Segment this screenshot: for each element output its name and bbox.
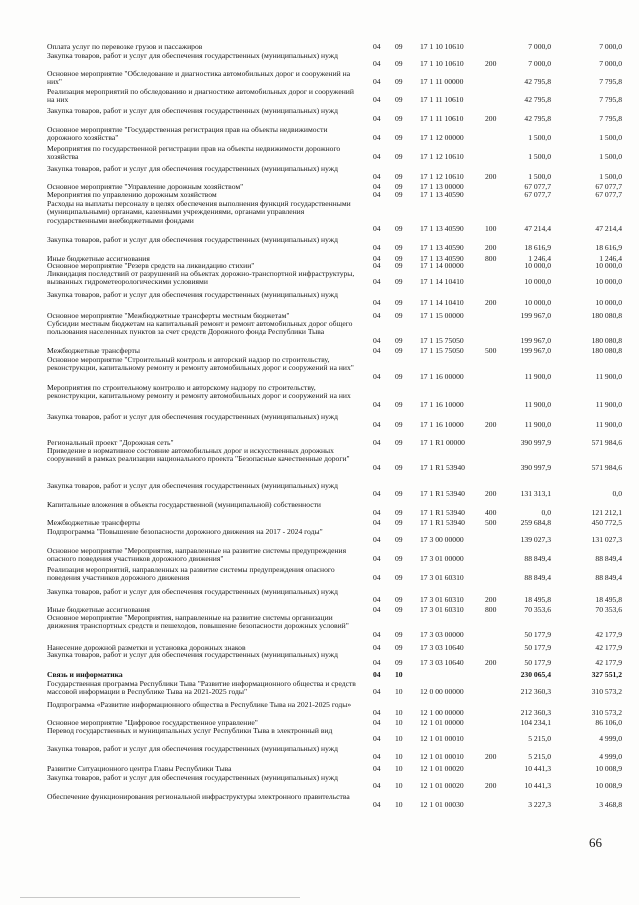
row-section: 04 xyxy=(373,371,381,381)
row-section: 04 xyxy=(373,243,381,253)
row-subsection: 09 xyxy=(395,95,403,105)
row-name: Закупка товаров, работ и услуг для обеспечения государственных (муниципальных) нужд xyxy=(47,650,338,659)
row-subsection: 09 xyxy=(395,573,403,583)
row-sum-year2: 180 080,8 xyxy=(591,346,622,355)
row-sum-year1: 42 795,8 xyxy=(524,114,551,124)
row-section: 04 xyxy=(373,399,381,409)
row-sum-year1: 50 177,9 xyxy=(524,658,551,668)
row-sum-year2: 10 000,0 xyxy=(595,298,622,308)
row-sum-year2: 11 900,0 xyxy=(595,399,622,409)
row-subsection: 09 xyxy=(395,508,403,518)
row-sum-year2: 10 008,9 xyxy=(595,781,622,791)
row-section: 04 xyxy=(373,800,381,810)
row-name: Капитальные вложения в объекты государственной (муниципальной) собственности xyxy=(47,500,321,509)
divider xyxy=(20,897,300,898)
row-sum-year2: 42 177,9 xyxy=(595,643,622,652)
row-sum-year1: 199 967,0 xyxy=(520,346,551,355)
row-name: Реализация мероприятий по обследованию и диагностике автомобильных дорог и сооружений на них xyxy=(47,87,354,105)
row-section: 04 xyxy=(373,438,381,447)
row-target-article: 17 1 16 10000 xyxy=(420,399,464,409)
row-sum-year2: 4 999,0 xyxy=(599,734,622,744)
row-sum-year1: 390 997,9 xyxy=(520,462,551,472)
row-subsection: 10 xyxy=(395,687,403,697)
row-sum-year1: 7 000,0 xyxy=(528,42,551,51)
row-subsection: 09 xyxy=(395,346,403,355)
row-sum-year2: 18 495,8 xyxy=(595,595,622,605)
row-name: Закупка товаров, работ и услуг для обеспечения государственных (муниципальных) нужд xyxy=(47,51,338,60)
row-sum-year1: 18 616,9 xyxy=(524,243,551,253)
row-sum-year2: 7 795,8 xyxy=(599,114,622,124)
row-section: 04 xyxy=(373,718,381,727)
row-sum-year2: 310 573,2 xyxy=(591,708,622,718)
row-sum-year1: 139 027,3 xyxy=(520,535,551,545)
row-subsection: 09 xyxy=(395,399,403,409)
row-name: Основное мероприятие "Обследование и диагностика автомобильных дорог и сооружений на них" xyxy=(47,69,351,87)
row-section: 04 xyxy=(373,224,381,234)
row-subsection: 09 xyxy=(395,462,403,472)
row-section: 04 xyxy=(373,182,381,191)
row-subsection: 09 xyxy=(395,371,403,381)
row-sum-year2: 47 214,4 xyxy=(595,224,622,234)
row-subsection: 09 xyxy=(395,172,403,182)
row-subsection: 09 xyxy=(395,595,403,605)
row-expense-type: 200 xyxy=(485,243,497,253)
row-sum-year2: 7 795,8 xyxy=(599,77,622,87)
row-name: Основное мероприятие "Мероприятия, направленные на развитие системы предупреждения опасного поведения участников дорожного движения" xyxy=(47,546,347,564)
row-name: Развитие Ситуационного центра Главы Республики Тыва xyxy=(47,764,232,773)
row-name: Закупка товаров, работ и услуг для обеспечения государственных (муниципальных) нужд xyxy=(47,744,338,753)
row-target-article: 17 3 01 00000 xyxy=(420,554,464,564)
row-subsection: 10 xyxy=(395,800,403,810)
row-sum-year1: 18 495,8 xyxy=(524,595,551,605)
row-sum-year2: 88 849,4 xyxy=(595,554,622,564)
row-sum-year1: 42 795,8 xyxy=(524,77,551,87)
row-target-article: 17 3 01 60310 xyxy=(420,573,464,583)
row-name: Основное мероприятие "Управление дорожным хозяйством" xyxy=(47,182,244,191)
row-sum-year1: 50 177,9 xyxy=(524,629,551,639)
row-section: 04 xyxy=(373,489,381,499)
row-target-article: 17 1 10 10610 xyxy=(420,42,464,51)
row-subsection: 09 xyxy=(395,420,403,430)
row-sum-year1: 88 849,4 xyxy=(524,554,551,564)
row-target-article: 12 0 00 00000 xyxy=(420,687,464,697)
row-name: Закупка товаров, работ и услуг для обеспечения государственных (муниципальных) нужд xyxy=(47,481,338,490)
row-target-article: 17 1 16 10000 xyxy=(420,420,464,430)
row-name: Мероприятия по управлению дорожным хозяйством xyxy=(47,190,217,199)
row-sum-year1: 390 997,9 xyxy=(520,438,551,447)
row-sum-year2: 450 772,5 xyxy=(591,518,622,527)
row-sum-year1: 67 077,7 xyxy=(524,190,551,199)
row-sum-year2: 180 080,8 xyxy=(591,311,622,320)
row-name: Межбюджетные трансферты xyxy=(47,346,140,355)
row-expense-type: 200 xyxy=(485,59,497,69)
row-subsection: 09 xyxy=(395,658,403,668)
row-expense-type: 200 xyxy=(485,298,497,308)
row-sum-year1: 42 795,8 xyxy=(524,95,551,105)
row-section: 04 xyxy=(373,752,381,762)
row-name: Основное мероприятие "Цифровое государственное управление" xyxy=(47,718,258,727)
row-target-article: 17 1 R1 53940 xyxy=(420,518,465,527)
row-sum-year1: 259 684,8 xyxy=(520,518,551,527)
row-section: 04 xyxy=(373,311,381,320)
row-sum-year1: 88 849,4 xyxy=(524,573,551,583)
row-sum-year2: 10 000,0 xyxy=(595,277,622,287)
row-name: Закупка товаров, работ и услуг для обеспечения государственных (муниципальных) нужд xyxy=(47,773,338,782)
row-name: Связь и информатика xyxy=(47,670,123,679)
row-name: Основное мероприятие "Государственная регистрация прав на объекты недвижимости дорожного хозяйства" xyxy=(47,125,328,143)
row-target-article: 17 1 R1 53940 xyxy=(420,489,465,499)
row-sum-year1: 5 215,0 xyxy=(528,734,551,744)
row-section: 04 xyxy=(373,643,381,652)
row-section: 04 xyxy=(373,781,381,791)
row-target-article: 17 1 14 10410 xyxy=(420,298,464,308)
row-sum-year2: 7 000,0 xyxy=(599,42,622,51)
row-sum-year2: 3 468,8 xyxy=(599,800,622,810)
row-sum-year1: 10 441,3 xyxy=(524,764,551,773)
row-subsection: 09 xyxy=(395,489,403,499)
row-subsection: 09 xyxy=(395,298,403,308)
row-subsection: 09 xyxy=(395,243,403,253)
row-section: 04 xyxy=(373,462,381,472)
row-subsection: 10 xyxy=(395,781,403,791)
row-sum-year1: 0,0 xyxy=(541,508,551,518)
row-sum-year1: 1 500,0 xyxy=(528,152,551,162)
row-subsection: 09 xyxy=(395,77,403,87)
row-target-article: 17 1 11 10610 xyxy=(420,114,464,124)
row-sum-year1: 104 234,1 xyxy=(520,718,551,727)
row-target-article: 17 3 03 10640 xyxy=(420,643,464,652)
row-sum-year1: 47 214,4 xyxy=(524,224,551,234)
row-section: 04 xyxy=(373,190,381,199)
row-expense-type: 200 xyxy=(485,595,497,605)
row-subsection: 09 xyxy=(395,311,403,320)
row-target-article: 17 1 14 00000 xyxy=(420,261,464,270)
row-sum-year1: 1 246,4 xyxy=(528,254,551,263)
row-expense-type: 100 xyxy=(485,224,497,234)
row-name: Основное мероприятие "Резерв средств на ликвидацию стихии" xyxy=(47,261,255,270)
row-sum-year1: 67 077,7 xyxy=(524,182,551,191)
row-name: Иные бюджетные ассигнования xyxy=(47,605,150,614)
row-subsection: 09 xyxy=(395,59,403,69)
row-name: Закупка товаров, работ и услуг для обеспечения государственных (муниципальных) нужд xyxy=(47,106,338,115)
row-expense-type: 200 xyxy=(485,781,497,791)
row-name: Закупка товаров, работ и услуг для обеспечения государственных (муниципальных) нужд xyxy=(47,587,338,596)
row-target-article: 17 1 15 00000 xyxy=(420,311,464,320)
row-sum-year2: 1 246,4 xyxy=(599,254,622,263)
row-sum-year2: 42 177,9 xyxy=(595,658,622,668)
row-sum-year2: 86 106,0 xyxy=(595,718,622,727)
row-section: 04 xyxy=(373,670,381,679)
row-name: Обеспечение функционирования региональной инфраструктуры электронного правительства xyxy=(47,792,350,801)
row-section: 04 xyxy=(373,535,381,545)
row-name: Иные бюджетные ассигнования xyxy=(47,254,150,263)
row-target-article: 17 1 13 40590 xyxy=(420,254,464,263)
row-target-article: 17 1 13 40590 xyxy=(420,224,464,234)
row-subsection: 09 xyxy=(395,438,403,447)
row-section: 04 xyxy=(373,708,381,718)
row-subsection: 09 xyxy=(395,518,403,527)
row-target-article: 17 1 15 75050 xyxy=(420,346,464,355)
row-target-article: 17 1 14 10410 xyxy=(420,277,464,287)
row-subsection: 09 xyxy=(395,152,403,162)
row-name: Оплата услуг по перевозке грузов и пассажиров xyxy=(47,42,203,51)
row-section: 04 xyxy=(373,554,381,564)
row-section: 04 xyxy=(373,595,381,605)
row-sum-year2: 310 573,2 xyxy=(591,687,622,697)
row-target-article: 17 1 16 00000 xyxy=(420,371,464,381)
row-section: 04 xyxy=(373,77,381,87)
row-sum-year2: 7 795,8 xyxy=(599,95,622,105)
row-name: Межбюджетные трансферты xyxy=(47,518,140,527)
row-sum-year2: 1 500,0 xyxy=(599,133,622,143)
row-sum-year2: 10 000,0 xyxy=(595,261,622,270)
row-name: Государственная программа Республики Тыва "Развитие информационного общества и средств массовой информации в Республике Тыва на 2021-2025 годы" xyxy=(47,679,356,697)
row-sum-year2: 10 008,9 xyxy=(595,764,622,773)
row-sum-year1: 230 065,4 xyxy=(520,670,551,679)
row-sum-year1: 11 900,0 xyxy=(524,371,551,381)
row-sum-year1: 199 967,0 xyxy=(520,335,551,345)
row-section: 04 xyxy=(373,277,381,287)
row-section: 04 xyxy=(373,133,381,143)
row-name: Мероприятия по строительному контролю и авторскому надзору по строительству, реконструкции, капитальному ремонту и ремонту автомобильных дорог и сооружений на них xyxy=(47,383,351,401)
row-sum-year2: 1 500,0 xyxy=(599,152,622,162)
row-sum-year2: 67 077,7 xyxy=(595,182,622,191)
row-target-article: 17 3 01 60310 xyxy=(420,605,464,614)
row-subsection: 09 xyxy=(395,335,403,345)
row-sum-year1: 212 360,3 xyxy=(520,708,551,718)
row-section: 04 xyxy=(373,298,381,308)
row-target-article: 12 1 00 00000 xyxy=(420,708,464,718)
row-sum-year2: 121 212,1 xyxy=(591,508,622,518)
row-section: 04 xyxy=(373,605,381,614)
row-target-article: 17 1 15 75050 xyxy=(420,335,464,345)
row-name: Основное мероприятие "Межбюджетные трансферты местным бюджетам" xyxy=(47,311,290,320)
row-name: Приведение в нормативное состояние автомобильных дорог и искусственных дорожных сооружений в рамках реализации национального проекта "Безопасные качественные дороги" xyxy=(47,446,350,464)
row-expense-type: 200 xyxy=(485,489,497,499)
row-sum-year2: 67 077,7 xyxy=(595,190,622,199)
row-expense-type: 800 xyxy=(485,254,497,263)
row-name: Закупка товаров, работ и услуг для обеспечения государственных (муниципальных) нужд xyxy=(47,235,338,244)
row-sum-year2: 1 500,0 xyxy=(599,172,622,182)
row-name: Расходы на выплаты персоналу в целях обеспечения выполнения функций государственными (муниципальными) органами, казенными учреждениями, органами управления государственными внебюджетными фондами xyxy=(47,199,351,225)
row-sum-year1: 131 313,1 xyxy=(520,489,551,499)
row-sum-year1: 10 000,0 xyxy=(524,261,551,270)
row-sum-year1: 1 500,0 xyxy=(528,133,551,143)
row-subsection: 09 xyxy=(395,535,403,545)
row-subsection: 10 xyxy=(395,708,403,718)
row-section: 04 xyxy=(373,59,381,69)
row-subsection: 09 xyxy=(395,277,403,287)
row-sum-year1: 3 227,3 xyxy=(528,800,551,810)
row-sum-year2: 11 900,0 xyxy=(595,420,622,430)
row-sum-year1: 10 441,3 xyxy=(524,781,551,791)
row-name: Мероприятия по государственной регистрации прав на объекты недвижимости дорожного хозяйства xyxy=(47,144,341,162)
row-expense-type: 800 xyxy=(485,605,497,614)
row-sum-year1: 70 353,6 xyxy=(524,605,551,614)
row-subsection: 10 xyxy=(395,734,403,744)
row-target-article: 12 1 01 00010 xyxy=(420,752,464,762)
row-sum-year2: 0,0 xyxy=(612,489,622,499)
row-section: 04 xyxy=(373,734,381,744)
row-section: 04 xyxy=(373,261,381,270)
page-number: 66 xyxy=(589,835,602,850)
row-target-article: 12 1 01 00030 xyxy=(420,800,464,810)
row-target-article: 17 3 03 10640 xyxy=(420,658,464,668)
row-sum-year1: 10 000,0 xyxy=(524,298,551,308)
row-section: 04 xyxy=(373,335,381,345)
row-subsection: 10 xyxy=(395,752,403,762)
row-name: Реализация мероприятий, направленных на развитие системы предупреждения опасного поведения участников дорожного движения xyxy=(47,565,335,583)
row-name: Закупка товаров, работ и услуг для обеспечения государственных (муниципальных) нужд xyxy=(47,412,338,421)
row-subsection: 09 xyxy=(395,554,403,564)
row-subsection: 09 xyxy=(395,42,403,51)
row-sum-year1: 212 360,3 xyxy=(520,687,551,697)
row-section: 04 xyxy=(373,172,381,182)
row-target-article: 17 1 R1 53940 xyxy=(420,462,465,472)
row-target-article: 12 1 01 00020 xyxy=(420,764,464,773)
row-sum-year1: 1 500,0 xyxy=(528,172,551,182)
row-name: Основное мероприятие "Мероприятия, направленные на развитие системы организации движения транспортных средств и пешеходов, повышение безопасности дорожных условий" xyxy=(47,613,349,631)
row-subsection: 09 xyxy=(395,182,403,191)
row-sum-year2: 7 000,0 xyxy=(599,59,622,69)
row-section: 04 xyxy=(373,764,381,773)
row-target-article: 17 1 12 10610 xyxy=(420,172,464,182)
row-section: 04 xyxy=(373,508,381,518)
row-name: Перевод государственных и муниципальных услуг Республики Тыва в электронный вид xyxy=(47,726,333,735)
row-target-article: 17 1 12 10610 xyxy=(420,152,464,162)
row-target-article: 17 3 01 60310 xyxy=(420,595,464,605)
row-sum-year1: 50 177,9 xyxy=(524,643,551,652)
row-subsection: 09 xyxy=(395,114,403,124)
row-sum-year2: 18 616,9 xyxy=(595,243,622,253)
row-target-article: 17 1 R1 53940 xyxy=(420,508,465,518)
row-sum-year2: 131 027,3 xyxy=(591,535,622,545)
row-name: Ликвидация последствий от разрушений на объектах дорожно-транспортной инфраструктуры, вызванных гидрометеорологическими условиями xyxy=(47,269,355,287)
row-expense-type: 200 xyxy=(485,752,497,762)
row-section: 04 xyxy=(373,629,381,639)
row-name: Основное мероприятие "Строительный контроль и авторский надзор по строительству, реконструкции, капитальному ремонту и ремонту автомобильных дорог и сооружений на них" xyxy=(47,355,354,373)
row-sum-year1: 11 900,0 xyxy=(524,399,551,409)
row-section: 04 xyxy=(373,42,381,51)
row-section: 04 xyxy=(373,573,381,583)
row-section: 04 xyxy=(373,254,381,263)
row-target-article: 12 1 01 00010 xyxy=(420,734,464,744)
row-sum-year2: 180 080,8 xyxy=(591,335,622,345)
row-subsection: 10 xyxy=(395,670,403,679)
row-sum-year2: 42 177,9 xyxy=(595,629,622,639)
row-subsection: 09 xyxy=(395,629,403,639)
row-target-article: 17 3 00 00000 xyxy=(420,535,464,545)
row-sum-year2: 4 999,0 xyxy=(599,752,622,762)
row-name: Нанесение дорожной разметки и установка дорожных знаков xyxy=(47,643,246,652)
row-sum-year1: 199 967,0 xyxy=(520,311,551,320)
row-subsection: 09 xyxy=(395,133,403,143)
row-name: Подпрограмма "Повышение безопасности дорожного движения на 2017 - 2024 годы" xyxy=(47,527,323,536)
row-expense-type: 200 xyxy=(485,658,497,668)
row-name: Закупка товаров, работ и услуг для обеспечения государственных (муниципальных) нужд xyxy=(47,290,338,299)
row-target-article: 17 1 13 00000 xyxy=(420,182,464,191)
row-expense-type: 500 xyxy=(485,518,497,527)
row-sum-year1: 5 215,0 xyxy=(528,752,551,762)
row-sum-year1: 10 000,0 xyxy=(524,277,551,287)
row-sum-year2: 70 353,6 xyxy=(595,605,622,614)
row-expense-type: 500 xyxy=(485,346,497,355)
row-target-article: 17 1 11 10610 xyxy=(420,95,464,105)
row-target-article: 17 1 10 10610 xyxy=(420,59,464,69)
row-subsection: 10 xyxy=(395,718,403,727)
row-sum-year2: 11 900,0 xyxy=(595,371,622,381)
row-subsection: 09 xyxy=(395,254,403,263)
row-expense-type: 200 xyxy=(485,114,497,124)
row-expense-type: 400 xyxy=(485,508,497,518)
row-target-article: 17 1 R1 00000 xyxy=(420,438,465,447)
row-subsection: 09 xyxy=(395,224,403,234)
row-section: 04 xyxy=(373,420,381,430)
row-name: Подпрограмма «Развитие информационного общества в Республике Тыва на 2021-2025 годы» xyxy=(47,700,352,709)
row-sum-year1: 7 000,0 xyxy=(528,59,551,69)
row-section: 04 xyxy=(373,518,381,527)
row-sum-year2: 88 849,4 xyxy=(595,573,622,583)
row-target-article: 17 3 03 00000 xyxy=(420,629,464,639)
row-section: 04 xyxy=(373,658,381,668)
row-target-article: 12 1 01 00020 xyxy=(420,781,464,791)
row-target-article: 17 1 12 00000 xyxy=(420,133,464,143)
row-section: 04 xyxy=(373,346,381,355)
row-section: 04 xyxy=(373,95,381,105)
row-subsection: 10 xyxy=(395,764,403,773)
row-expense-type: 200 xyxy=(485,420,497,430)
row-target-article: 17 1 11 00000 xyxy=(420,77,464,87)
row-expense-type: 200 xyxy=(485,172,497,182)
row-section: 04 xyxy=(373,152,381,162)
row-target-article: 17 1 13 40590 xyxy=(420,243,464,253)
row-name: Закупка товаров, работ и услуг для обеспечения государственных (муниципальных) нужд xyxy=(47,164,338,173)
row-subsection: 09 xyxy=(395,261,403,270)
row-subsection: 09 xyxy=(395,190,403,199)
row-name: Региональный проект "Дорожная сеть" xyxy=(47,438,174,447)
row-sum-year2: 571 984,6 xyxy=(591,462,622,472)
row-sum-year1: 11 900,0 xyxy=(524,420,551,430)
row-name: Субсидии местным бюджетам на капитальный ремонт и ремонт автомобильных дорог общего пользования населенных пунктов за счет средств Дорожного фонда Республики Тыва xyxy=(47,319,353,337)
row-sum-year2: 571 984,6 xyxy=(591,438,622,447)
row-sum-year2: 327 551,2 xyxy=(591,670,622,679)
row-target-article: 17 1 13 40590 xyxy=(420,190,464,199)
row-target-article: 12 1 01 00000 xyxy=(420,718,464,727)
row-subsection: 09 xyxy=(395,605,403,614)
row-section: 04 xyxy=(373,687,381,697)
row-section: 04 xyxy=(373,114,381,124)
row-subsection: 09 xyxy=(395,643,403,652)
